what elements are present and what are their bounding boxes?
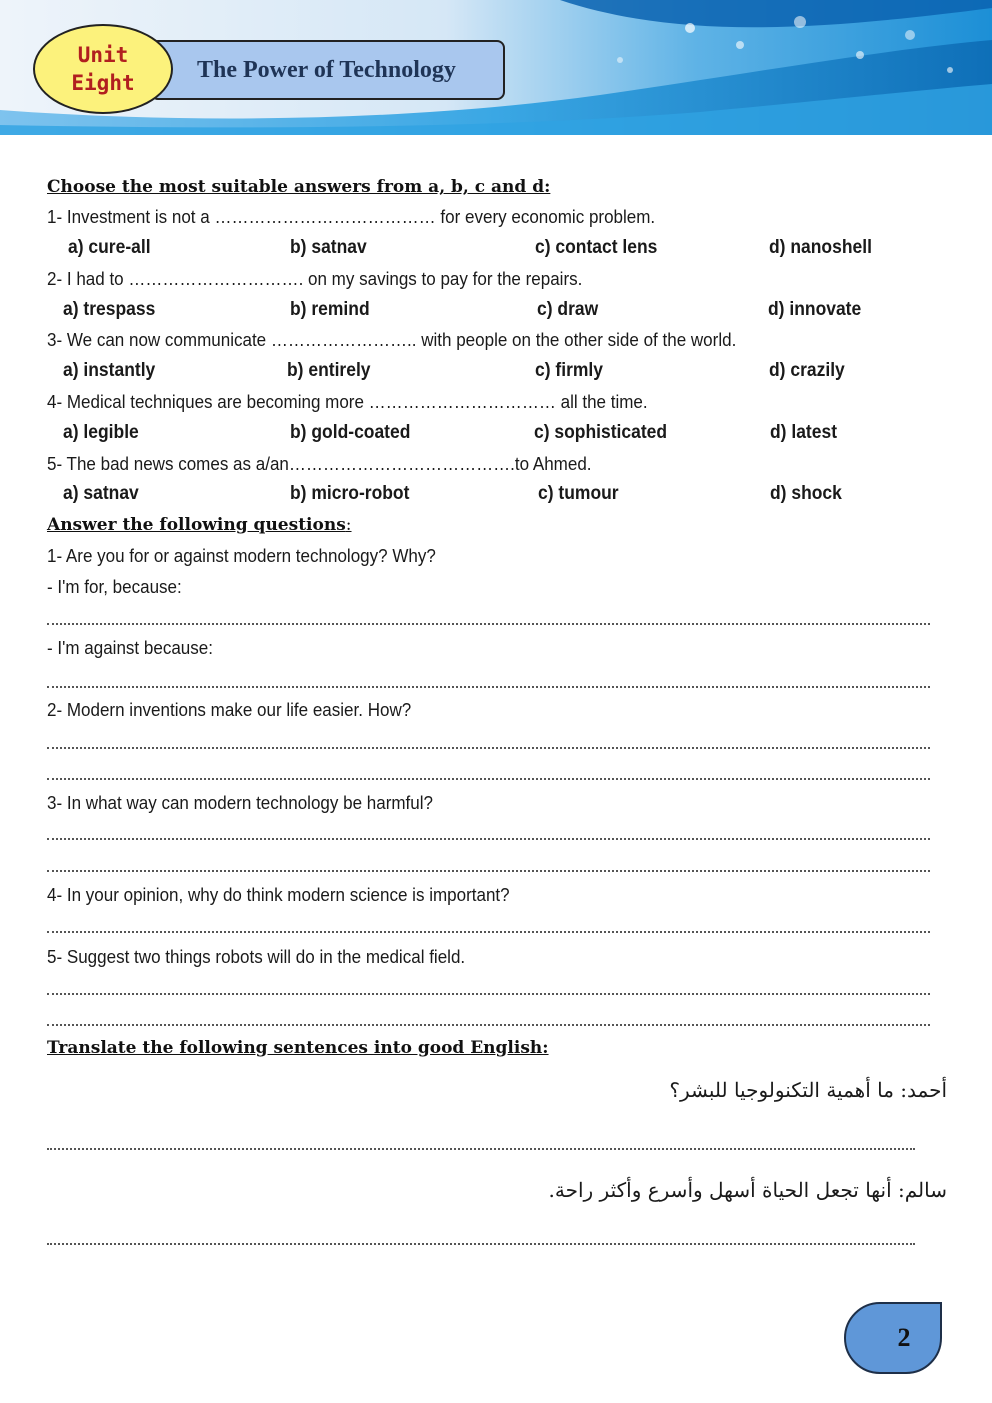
mcq-1-option-a: a) cure-all — [68, 237, 151, 258]
answer-line-5a[interactable] — [47, 993, 930, 995]
mcq-5-option-b: b) micro-robot — [290, 483, 410, 504]
page-number-tab — [844, 1302, 942, 1374]
mcq-4-option-a: a) legible — [63, 422, 139, 443]
mcq-3-option-a: a) instantly — [63, 360, 156, 381]
mcq-2-option-c: c) draw — [537, 299, 599, 320]
mcq-heading: Choose the most suitable answers from a, b, c and d: — [47, 177, 551, 197]
mcq-question-2: 2- I had to …………………………. on my savings to pay for the repairs. — [47, 268, 583, 289]
open-question-1-against-prompt: - I'm against because: — [47, 637, 213, 658]
answer-line-1-against[interactable] — [47, 686, 930, 688]
mcq-3-option-d: d) crazily — [769, 360, 845, 381]
answer-heading — [47, 515, 352, 535]
unit-number-label: Eight — [71, 71, 135, 95]
mcq-4-option-c: c) sophisticated — [534, 422, 668, 443]
page-number: 2 — [897, 1323, 911, 1352]
mcq-1-option-d: d) nanoshell — [769, 237, 872, 258]
mcq-question-3: 3- We can now communicate …………………….. with people on the other side of the world. — [47, 329, 737, 350]
translate-heading: Translate the following sentences into good English: — [47, 1038, 549, 1058]
arabic-sentence-2: سالم: أنها تجعل الحياة أسهل وأسرع وأكثر راحة. — [548, 1178, 947, 1202]
unit-badge — [33, 24, 173, 114]
answer-heading-text: Answer the following questions — [47, 515, 346, 535]
answer-line-3b[interactable] — [47, 870, 930, 872]
mcq-4-option-b: b) gold-coated — [290, 422, 411, 443]
mcq-5-option-c: c) tumour — [538, 483, 619, 504]
answer-line-2a[interactable] — [47, 747, 930, 749]
mcq-3-option-b: b) entirely — [287, 360, 371, 381]
mcq-2-option-b: b) remind — [290, 299, 370, 320]
open-question-5: 5- Suggest two things robots will do in the medical field. — [47, 946, 466, 967]
unit-title-box — [150, 40, 505, 100]
mcq-5-option-a: a) satnav — [63, 483, 139, 504]
open-question-1: 1- Are you for or against modern technology? Why? — [47, 545, 436, 566]
mcq-question-4: 4- Medical techniques are becoming more …………………………… all the time. — [47, 391, 648, 412]
mcq-1-option-b: b) satnav — [290, 237, 367, 258]
mcq-2-option-d: d) innovate — [768, 299, 862, 320]
answer-heading-colon: : — [345, 515, 352, 535]
answer-line-5b[interactable] — [47, 1024, 930, 1026]
translation-line-1[interactable] — [47, 1148, 915, 1150]
unit-label: Unit — [77, 43, 129, 67]
unit-title: The Power of Technology — [197, 56, 456, 83]
mcq-3-option-c: c) firmly — [535, 360, 604, 381]
mcq-2-option-a: a) trespass — [63, 299, 156, 320]
mcq-5-option-d: d) shock — [770, 483, 842, 504]
arabic-sentence-1: أحمد: ما أهمية التكنولوجيا للبشر؟ — [669, 1078, 947, 1102]
mcq-4-option-d: d) latest — [770, 422, 838, 443]
answer-line-4[interactable] — [47, 931, 930, 933]
open-question-4: 4- In your opinion, why do think modern science is important? — [47, 884, 510, 905]
answer-line-2b[interactable] — [47, 778, 930, 780]
mcq-question-1: 1- Investment is not a ………………………………… for every economic problem. — [47, 206, 656, 227]
mcq-1-option-c: c) contact lens — [535, 237, 658, 258]
answer-line-1-for[interactable] — [47, 623, 930, 625]
answer-line-3a[interactable] — [47, 838, 930, 840]
open-question-2: 2- Modern inventions make our life easier. How? — [47, 699, 412, 720]
open-question-1-for-prompt: - I'm for, because: — [47, 576, 182, 597]
mcq-question-5: 5- The bad news comes as a/an………………………………….to Ahmed. — [47, 453, 592, 474]
translation-line-2[interactable] — [47, 1243, 915, 1245]
open-question-3: 3- In what way can modern technology be harmful? — [47, 792, 434, 813]
